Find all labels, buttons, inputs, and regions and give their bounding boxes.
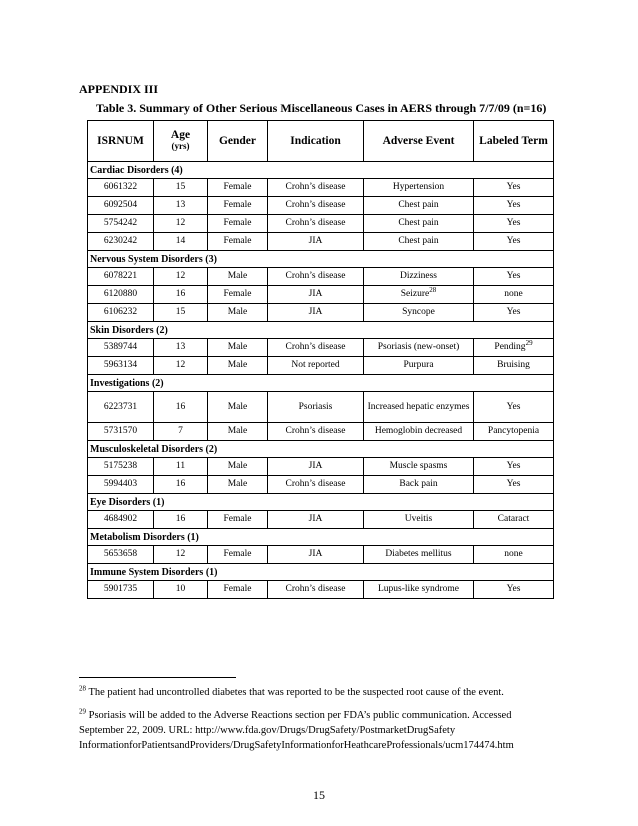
indication-cell-text: Crohn’s disease <box>285 200 346 210</box>
isrnum-cell <box>88 581 154 599</box>
table-row <box>88 581 554 599</box>
gender-cell-text: Male <box>227 426 248 436</box>
indication-cell <box>268 268 364 286</box>
indication-cell <box>268 304 364 322</box>
indication-cell <box>268 233 364 251</box>
labeled-term-cell <box>474 286 554 304</box>
adverse-event-cell-text: Chest pain <box>398 218 439 228</box>
indication-cell <box>268 423 364 441</box>
age-cell <box>154 581 208 599</box>
group-label: Cardiac Disorders (4) <box>88 162 554 179</box>
adverse-event-cell-text: Uveitis <box>404 514 433 524</box>
adverse-event-cell <box>364 476 474 494</box>
gender-cell-text: Female <box>223 549 252 559</box>
isrnum-cell <box>88 458 154 476</box>
gender-cell <box>208 304 268 322</box>
adverse-event-cell-text: Muscle spasms <box>389 461 448 471</box>
age-cell <box>154 197 208 215</box>
cases-table <box>87 120 554 599</box>
header-adverse-event: Adverse Event <box>364 121 474 162</box>
age-cell <box>154 268 208 286</box>
isrnum-cell <box>88 511 154 529</box>
labeled-term-cell-text: Yes <box>506 218 521 228</box>
labeled-term-cell-text: Yes <box>506 271 521 281</box>
group-row <box>88 375 554 392</box>
isrnum-cell <box>88 233 154 251</box>
age-cell-text: 15 <box>175 307 186 317</box>
gender-cell <box>208 458 268 476</box>
gender-cell <box>208 357 268 375</box>
group-label: Musculoskeletal Disorders (2) <box>88 441 554 458</box>
table-row <box>88 357 554 375</box>
footnote-29-number: 29 <box>79 707 86 716</box>
age-cell-text: 12 <box>175 271 186 281</box>
isrnum-cell <box>88 268 154 286</box>
adverse-event-cell-text: Purpura <box>403 360 434 370</box>
isrnum-cell-text: 5963134 <box>103 360 138 370</box>
footnote-ref: 29 <box>525 338 533 347</box>
indication-cell-text: JIA <box>308 461 323 471</box>
age-cell-text: 13 <box>175 342 186 352</box>
group-row <box>88 529 554 546</box>
labeled-term-cell <box>474 304 554 322</box>
header-labeled-term: Labeled Term <box>474 121 554 162</box>
gender-cell-text: Male <box>227 342 248 352</box>
indication-cell <box>268 392 364 423</box>
adverse-event-cell <box>364 392 474 423</box>
adverse-event-cell-text: Back pain <box>399 479 438 489</box>
labeled-term-cell <box>474 233 554 251</box>
header-age-unit: (yrs) <box>171 141 190 151</box>
isrnum-cell-text: 4684902 <box>103 514 138 524</box>
labeled-term-cell <box>474 357 554 375</box>
table-row <box>88 268 554 286</box>
labeled-term-cell <box>474 511 554 529</box>
gender-cell-text: Male <box>227 479 248 489</box>
isrnum-cell <box>88 392 154 423</box>
age-cell-text: 16 <box>175 514 186 524</box>
age-cell <box>154 546 208 564</box>
labeled-term-cell-text: Bruising <box>497 360 530 370</box>
age-cell <box>154 423 208 441</box>
isrnum-cell <box>88 546 154 564</box>
footnote-rule <box>79 677 236 678</box>
age-cell <box>154 339 208 357</box>
header-gender: Gender <box>208 121 268 162</box>
labeled-term-cell <box>474 179 554 197</box>
age-cell-text: 12 <box>175 218 186 228</box>
age-cell <box>154 392 208 423</box>
age-cell-text: 13 <box>175 200 186 210</box>
labeled-term-cell-text: Cataract <box>497 514 530 524</box>
table-row <box>88 215 554 233</box>
labeled-term-cell <box>474 476 554 494</box>
gender-cell-text: Male <box>227 401 248 412</box>
gender-cell <box>208 476 268 494</box>
adverse-event-cell <box>364 339 474 357</box>
indication-cell <box>268 215 364 233</box>
age-cell-text: 12 <box>175 549 186 559</box>
adverse-event-cell-text: Dizziness <box>400 271 437 281</box>
adverse-event-cell <box>364 511 474 529</box>
header-indication: Indication <box>268 121 364 162</box>
header-age-label: Age <box>170 129 191 141</box>
age-cell <box>154 233 208 251</box>
indication-cell-text: JIA <box>308 289 323 299</box>
labeled-term-cell-text: Yes <box>506 461 521 471</box>
indication-cell-text: JIA <box>308 549 323 559</box>
age-cell-text: 15 <box>175 182 186 192</box>
indication-cell <box>268 458 364 476</box>
labeled-term-cell-text: Yes <box>506 479 521 489</box>
age-cell <box>154 357 208 375</box>
labeled-term-cell-text: Yes <box>506 182 521 192</box>
adverse-event-cell <box>364 215 474 233</box>
adverse-event-cell <box>364 458 474 476</box>
indication-cell <box>268 197 364 215</box>
gender-cell <box>208 581 268 599</box>
adverse-event-cell <box>364 581 474 599</box>
adverse-event-cell <box>364 179 474 197</box>
isrnum-cell <box>88 197 154 215</box>
adverse-event-cell <box>364 233 474 251</box>
indication-cell <box>268 476 364 494</box>
isrnum-cell <box>88 357 154 375</box>
group-row <box>88 494 554 511</box>
table-row <box>88 423 554 441</box>
header-isrnum: ISRNUM <box>88 121 154 162</box>
group-row <box>88 441 554 458</box>
table-caption: Table 3. Summary of Other Serious Miscellaneous Cases in AERS through 7/7/09 (n=16) <box>96 101 547 115</box>
gender-cell <box>208 546 268 564</box>
indication-cell-text: Crohn’s disease <box>285 479 346 489</box>
isrnum-cell <box>88 286 154 304</box>
indication-cell <box>268 511 364 529</box>
indication-cell-text: Not reported <box>291 360 340 370</box>
labeled-term-cell <box>474 392 554 423</box>
adverse-event-cell-text: Chest pain <box>398 200 439 210</box>
group-label: Metabolism Disorders (1) <box>88 529 554 546</box>
gender-cell <box>208 233 268 251</box>
isrnum-cell-text: 6230242 <box>103 236 138 246</box>
header-row <box>88 121 554 162</box>
labeled-term-cell <box>474 339 554 357</box>
isrnum-cell <box>88 179 154 197</box>
labeled-term-cell <box>474 268 554 286</box>
gender-cell-text: Male <box>227 271 248 281</box>
gender-cell <box>208 197 268 215</box>
age-cell-text: 16 <box>175 289 186 299</box>
group-label: Immune System Disorders (1) <box>88 564 554 581</box>
adverse-event-cell-text: Chest pain <box>398 236 439 246</box>
isrnum-cell-text: 5731570 <box>103 426 138 436</box>
age-cell-text: 14 <box>175 236 186 246</box>
isrnum-cell <box>88 423 154 441</box>
gender-cell <box>208 286 268 304</box>
indication-cell-text: Crohn’s disease <box>285 426 346 436</box>
table-row <box>88 392 554 423</box>
adverse-event-cell <box>364 304 474 322</box>
gender-cell <box>208 215 268 233</box>
age-cell <box>154 458 208 476</box>
labeled-term-cell-text: Yes <box>506 200 521 210</box>
isrnum-cell-text: 6223731 <box>103 401 138 412</box>
group-label: Investigations (2) <box>88 375 554 392</box>
age-cell-text: 7 <box>178 426 183 436</box>
group-row <box>88 564 554 581</box>
isrnum-cell <box>88 215 154 233</box>
labeled-term-cell-text: Yes <box>506 401 521 412</box>
indication-cell-text: JIA <box>308 307 323 317</box>
indication-cell-text: Crohn’s disease <box>285 271 346 281</box>
gender-cell <box>208 179 268 197</box>
adverse-event-cell <box>364 268 474 286</box>
gender-cell-text: Female <box>223 182 252 192</box>
isrnum-cell-text: 5653658 <box>103 549 138 559</box>
page-number: 15 <box>313 788 325 802</box>
indication-cell-text: Psoriasis <box>298 401 333 412</box>
isrnum-cell-text: 6092504 <box>103 200 138 210</box>
isrnum-cell <box>88 304 154 322</box>
footnote-29 <box>79 708 549 753</box>
footnote-ref: 28 <box>429 285 437 294</box>
table-row <box>88 233 554 251</box>
adverse-event-cell-text: Lupus-like syndrome <box>377 584 459 594</box>
table-row <box>88 458 554 476</box>
gender-cell-text: Female <box>223 236 252 246</box>
indication-cell <box>268 339 364 357</box>
gender-cell <box>208 423 268 441</box>
group-label: Skin Disorders (2) <box>88 322 554 339</box>
adverse-event-cell <box>364 286 474 304</box>
gender-cell-text: Female <box>223 514 252 524</box>
table-row <box>88 197 554 215</box>
gender-cell-text: Male <box>227 307 248 317</box>
footnote-28 <box>79 685 549 700</box>
age-cell <box>154 511 208 529</box>
age-cell <box>154 286 208 304</box>
gender-cell-text: Female <box>223 200 252 210</box>
table-body <box>88 162 554 599</box>
age-cell <box>154 215 208 233</box>
indication-cell-text: Crohn’s disease <box>285 584 346 594</box>
gender-cell-text: Male <box>227 461 248 471</box>
adverse-event-cell-text: Hypertension <box>392 182 445 192</box>
header-age <box>154 121 208 162</box>
adverse-event-cell <box>364 423 474 441</box>
isrnum-cell-text: 5389744 <box>103 342 138 352</box>
isrnum-cell-text: 5994403 <box>103 479 138 489</box>
adverse-event-cell-text: Diabetes mellitus <box>385 549 452 559</box>
gender-cell-text: Male <box>227 360 248 370</box>
adverse-event-cell-text: Seizure <box>400 289 430 299</box>
gender-cell <box>208 511 268 529</box>
group-label: Eye Disorders (1) <box>88 494 554 511</box>
labeled-term-cell <box>474 546 554 564</box>
age-cell-text: 11 <box>175 461 186 471</box>
labeled-term-cell <box>474 581 554 599</box>
gender-cell-text: Female <box>223 218 252 228</box>
table-row <box>88 286 554 304</box>
table-row <box>88 511 554 529</box>
labeled-term-cell-text: Yes <box>506 236 521 246</box>
age-cell-text: 10 <box>175 584 186 594</box>
labeled-term-cell <box>474 458 554 476</box>
indication-cell-text: JIA <box>308 236 323 246</box>
age-cell <box>154 304 208 322</box>
adverse-event-cell <box>364 197 474 215</box>
indication-cell <box>268 179 364 197</box>
labeled-term-cell <box>474 197 554 215</box>
isrnum-cell-text: 5175238 <box>103 461 138 471</box>
age-cell-text: 12 <box>175 360 186 370</box>
appendix-title: APPENDIX III <box>79 82 159 96</box>
gender-cell-text: Female <box>223 289 252 299</box>
adverse-event-cell-text: Increased hepatic enzymes <box>367 401 470 412</box>
table-row <box>88 476 554 494</box>
isrnum-cell-text: 6078221 <box>103 271 138 281</box>
table-row <box>88 179 554 197</box>
isrnum-cell-text: 5754242 <box>103 218 138 228</box>
indication-cell <box>268 286 364 304</box>
group-label: Nervous System Disorders (3) <box>88 251 554 268</box>
indication-cell-text: Crohn’s disease <box>285 182 346 192</box>
group-row <box>88 162 554 179</box>
labeled-term-cell-text: none <box>504 289 523 299</box>
labeled-term-cell-text: Yes <box>506 584 521 594</box>
isrnum-cell-text: 6061322 <box>103 182 138 192</box>
age-cell-text: 16 <box>175 479 186 489</box>
age-cell <box>154 476 208 494</box>
isrnum-cell <box>88 476 154 494</box>
table-row <box>88 546 554 564</box>
indication-cell <box>268 546 364 564</box>
footnote-29-text: Psoriasis will be added to the Adverse Reactions section per FDA’s public communication. Accessed September 22, 2009. URL: http://www.fda.gov/Drugs/DrugSafety/PostmarketDrugSafety InformationforPatientsandProviders/DrugSafetyInformationforHeathcareProfessionals/ucm174474.htm <box>79 710 514 751</box>
labeled-term-cell-text: none <box>504 549 523 559</box>
labeled-term-cell <box>474 215 554 233</box>
footnote-28-number: 28 <box>79 684 86 693</box>
adverse-event-cell-text: Syncope <box>402 307 435 317</box>
indication-cell-text: Crohn’s disease <box>285 342 346 352</box>
isrnum-cell-text: 5901735 <box>103 584 138 594</box>
labeled-term-cell-text: Yes <box>506 307 521 317</box>
footnote-28-text: The patient had uncontrolled diabetes that was reported to be the suspected root cause of the event. <box>88 687 504 698</box>
labeled-term-cell <box>474 423 554 441</box>
age-cell <box>154 179 208 197</box>
indication-cell-text: JIA <box>308 514 323 524</box>
gender-cell <box>208 268 268 286</box>
gender-cell-text: Female <box>223 584 252 594</box>
indication-cell <box>268 357 364 375</box>
adverse-event-cell-text: Hemoglobin decreased <box>374 426 463 436</box>
gender-cell <box>208 339 268 357</box>
gender-cell <box>208 392 268 423</box>
labeled-term-cell-text: Pancytopenia <box>487 426 540 436</box>
indication-cell <box>268 581 364 599</box>
indication-cell-text: Crohn’s disease <box>285 218 346 228</box>
adverse-event-cell <box>364 357 474 375</box>
table-row <box>88 304 554 322</box>
adverse-event-cell <box>364 546 474 564</box>
table-row <box>88 339 554 357</box>
adverse-event-cell-text: Psoriasis (new-onset) <box>377 342 460 352</box>
isrnum-cell-text: 6106232 <box>103 307 138 317</box>
group-row <box>88 322 554 339</box>
labeled-term-cell-text: Pending <box>494 342 526 352</box>
isrnum-cell <box>88 339 154 357</box>
group-row <box>88 251 554 268</box>
isrnum-cell-text: 6120880 <box>103 289 138 299</box>
age-cell-text: 16 <box>175 401 186 412</box>
